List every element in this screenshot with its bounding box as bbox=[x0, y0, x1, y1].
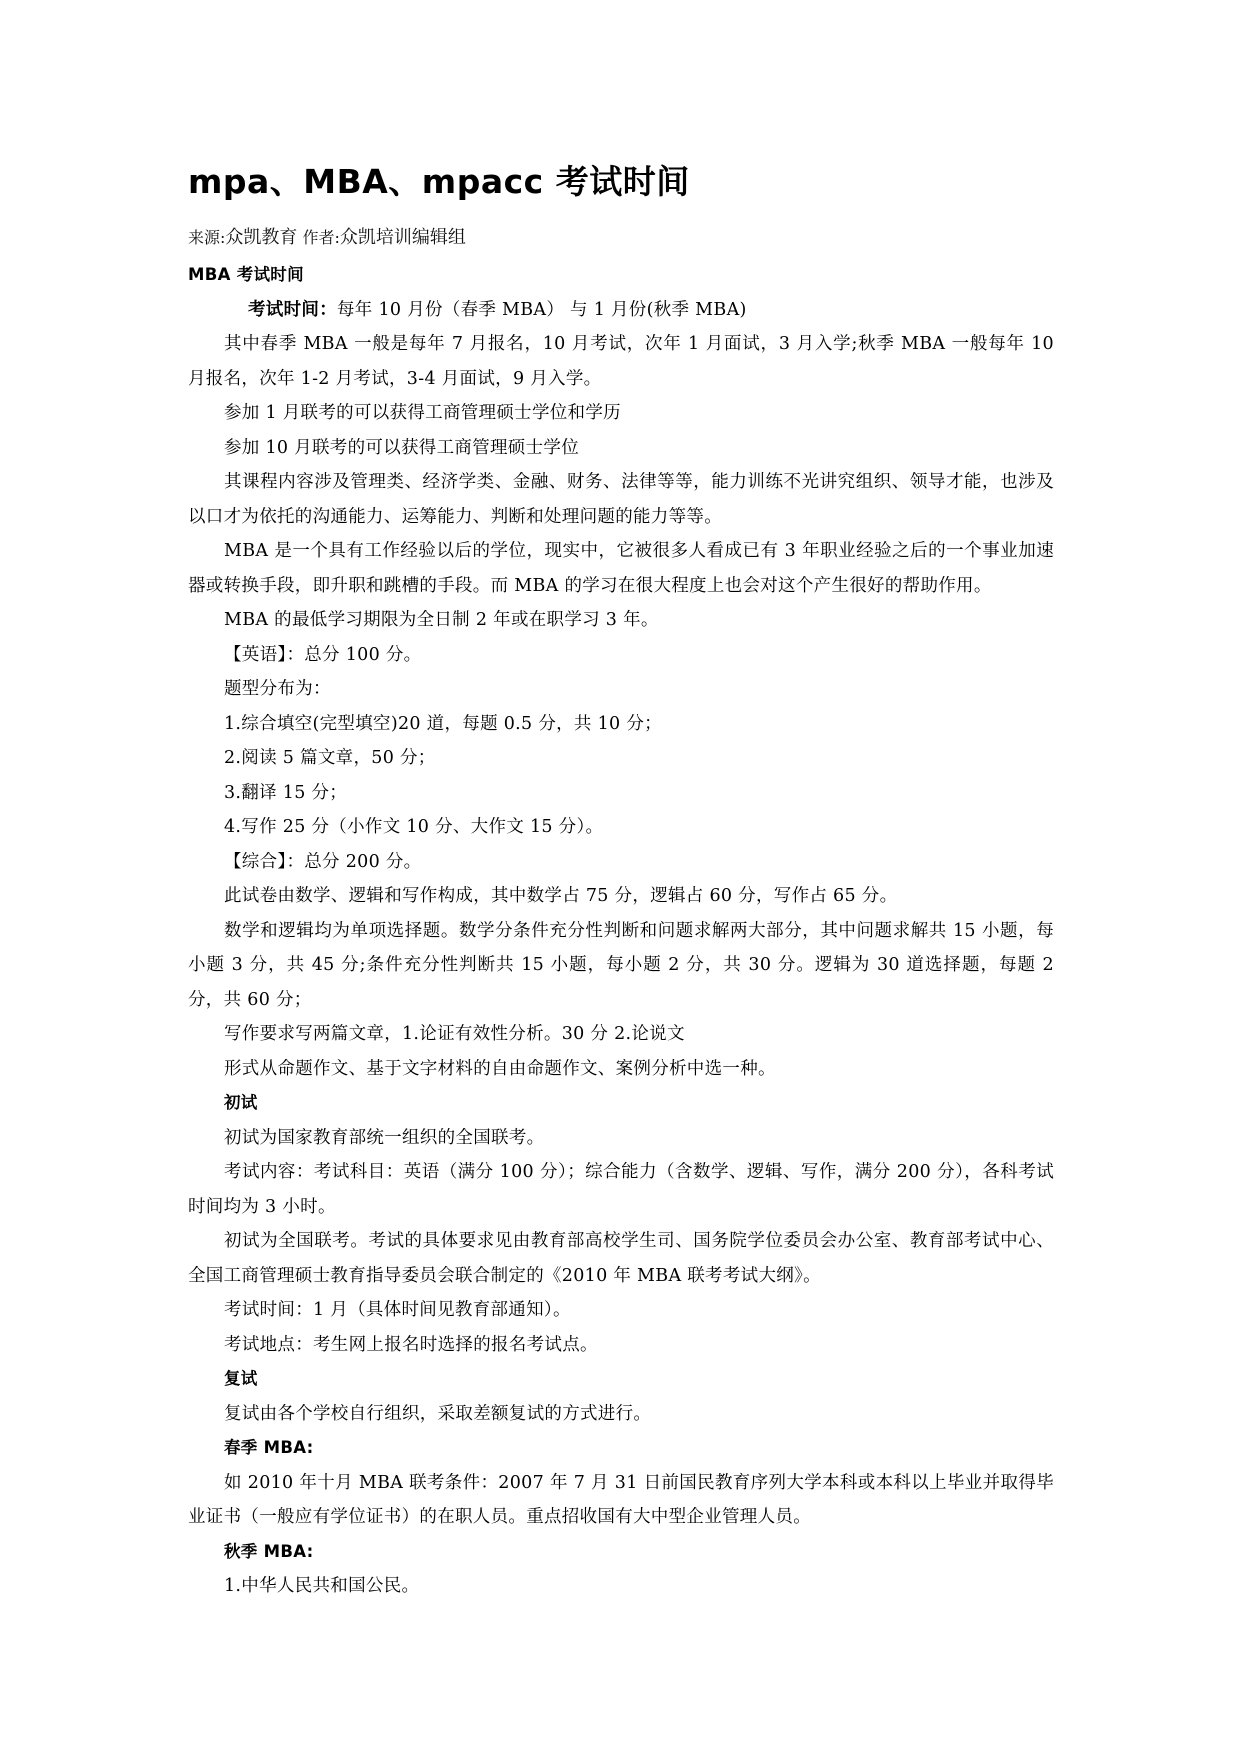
paragraph-comprehensive-total: 【综合】：总分 200 分。 bbox=[224, 851, 422, 872]
list-item: 3.翻译 15 分； bbox=[224, 782, 348, 803]
paragraph: 初试为国家教育部统一组织的全国联考。 bbox=[224, 1127, 545, 1148]
paragraph-english-total: 【英语】：总分 100 分。 bbox=[224, 644, 422, 665]
list-item: 4.写作 25 分（小作文 10 分、大作文 15 分）。 bbox=[224, 817, 604, 837]
paragraph: 考试内容：考试科目：英语（满分 100 分）；综合能力（含数学、逻辑、写作，满分 200 分），各科考试时间均为 3 小时。 bbox=[188, 1162, 1054, 1217]
exam-time-value: 每年 10 月份（春季 MBA） 与 1 月份(秋季 MBA) bbox=[337, 299, 747, 320]
paragraph: MBA 的最低学习期限为全日制 2 年或在职学习 3 年。 bbox=[224, 610, 659, 630]
paragraph: 考试地点：考生网上报名时选择的报名考试点。 bbox=[224, 1334, 598, 1355]
paragraph: 此试卷由数学、逻辑和写作构成，其中数学占 75 分，逻辑占 60 分，写作占 65 分。 bbox=[224, 886, 898, 906]
document-body bbox=[188, 258, 1054, 1604]
paragraph: 考试时间：1 月（具体时间见教育部通知）。 bbox=[224, 1300, 571, 1320]
section-heading-preliminary: 初试 bbox=[224, 1093, 258, 1112]
list-item: 1.综合填空(完型填空)20 道，每题 0.5 分，共 10 分； bbox=[224, 713, 662, 734]
paragraph: 形式从命题作文、基于文字材料的自由命题作文、案例分析中选一种。 bbox=[224, 1058, 776, 1079]
source-value: 众凯教育 bbox=[225, 227, 298, 248]
paragraph: 其课程内容涉及管理类、经济学类、金融、财务、法律等等，能力训练不光讲究组织、领导才能，也涉及以口才为依托的沟通能力、运筹能力、判断和处理问题的能力等等。 bbox=[188, 472, 1054, 527]
article-meta bbox=[188, 226, 466, 250]
list-item: 2.阅读 5 篇文章，50 分； bbox=[224, 748, 436, 768]
section-heading-autumn-mba: 秋季 MBA: bbox=[224, 1541, 314, 1561]
section-heading-mba-exam-time: MBA 考试时间 bbox=[188, 265, 304, 284]
paragraph: 参加 10 月联考的可以获得工商管理硕士学位 bbox=[224, 437, 579, 458]
author-value: 众凯培训编辑组 bbox=[339, 227, 466, 248]
paragraph: 参加 1 月联考的可以获得工商管理硕士学位和学历 bbox=[224, 403, 621, 423]
paragraph: 其中春季 MBA 一般是每年 7 月报名，10 月考试，次年 1 月面试，3 月入学;秋季 MBA 一般每年 10 月报名，次年 1-2 月考试，3-4 月面试，9 月入学。 bbox=[188, 334, 1054, 389]
source-label: 来源: bbox=[188, 228, 226, 247]
exam-time-line bbox=[188, 293, 1054, 328]
document-title: mpa、MBA、mpacc 考试时间 bbox=[188, 162, 690, 201]
paragraph: 初试为全国联考。考试的具体要求见由教育部高校学生司、国务院学位委员会办公室、教育部考试中心、全国工商管理硕士教育指导委员会联合制定的《2010 年 MBA 联考考试大纲》。 bbox=[188, 1231, 1054, 1286]
paragraph: 写作要求写两篇文章，1.论证有效性分析。30 分 2.论说文 bbox=[224, 1024, 685, 1044]
list-item: 1.中华人民共和国公民。 bbox=[224, 1576, 420, 1596]
author-label: 作者: bbox=[302, 228, 340, 247]
section-heading-retest: 复试 bbox=[224, 1369, 258, 1388]
exam-time-label: 考试时间： bbox=[248, 299, 337, 320]
paragraph: MBA 是一个具有工作经验以后的学位，现实中，它被很多人看成已有 3 年职业经验之后的一个事业加速器或转换手段，即升职和跳槽的手段。而 MBA 的学习在很大程度上也会对这个产生很好的帮助作用。 bbox=[188, 541, 1054, 596]
paragraph: 数学和逻辑均为单项选择题。数学分条件充分性判断和问题求解两大部分，其中问题求解共 15 小题，每小题 3 分，共 45 分;条件充分性判断共 15 小题，每小题 2 分，共 30 分。逻辑为 30 道选择题，每题 2 分，共 60 分； bbox=[188, 920, 1054, 1010]
paragraph: 如 2010 年十月 MBA 联考条件：2007 年 7 月 31 日前国民教育序列大学本科或本科以上毕业并取得毕业证书（一般应有学位证书）的在职人员。重点招收国有大中型企业管理人员。 bbox=[188, 1472, 1054, 1527]
section-heading-spring-mba: 春季 MBA: bbox=[224, 1438, 314, 1457]
paragraph: 复试由各个学校自行组织，采取差额复试的方式进行。 bbox=[224, 1403, 652, 1424]
paragraph: 题型分布为： bbox=[224, 679, 331, 699]
